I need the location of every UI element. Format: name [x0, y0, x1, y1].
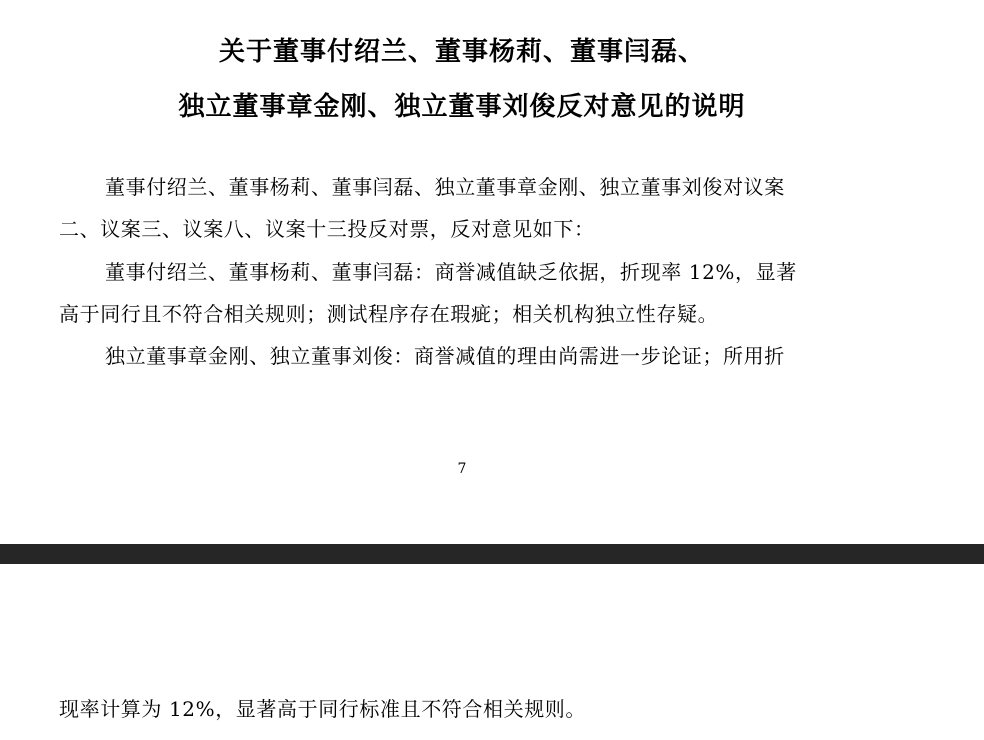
paragraph-2-line-2: 高于同行且不符合相关规则；测试程序存在瑕疵；相关机构独立性存疑。: [59, 302, 719, 326]
paragraph-3-line-1: 独立董事章金刚、独立董事刘俊：商誉减值的理由尚需进一步论证；所用折: [105, 344, 785, 368]
page-separator: [0, 544, 984, 564]
page-number: 7: [457, 461, 467, 477]
document-page-8: [0, 564, 984, 740]
paragraph-1-line-2: 二、议案三、议案八、议案十三投反对票，反对意见如下：: [59, 217, 595, 241]
document-title-line-1: 关于董事付绍兰、董事杨莉、董事闫磊、: [218, 37, 705, 67]
page-8-line-1: 现率计算为 12%，显著高于同行标准且不符合相关规则。: [59, 697, 587, 721]
document-title-line-2: 独立董事章金刚、独立董事刘俊反对意见的说明: [178, 92, 746, 122]
paragraph-2-line-1: 董事付绍兰、董事杨莉、董事闫磊：商誉减值缺乏依据，折现率 12%，显著: [105, 260, 797, 284]
paragraph-1-line-1: 董事付绍兰、董事杨莉、董事闫磊、独立董事章金刚、独立董事刘俊对议案: [105, 175, 785, 199]
